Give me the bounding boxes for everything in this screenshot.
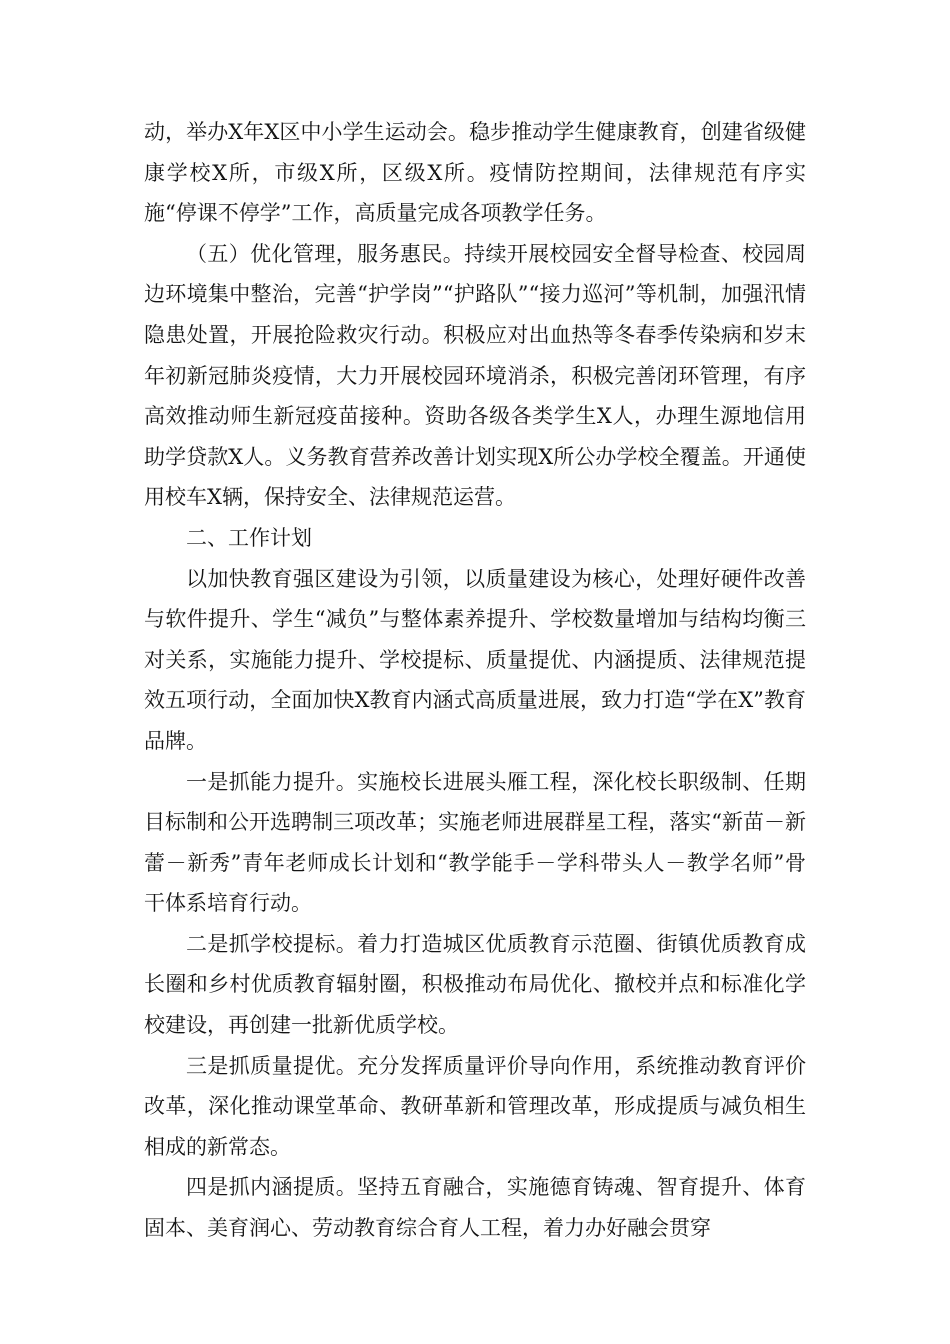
- document-body: [144, 112, 806, 1249]
- paragraph-continuation: 动，举办X年X区中小学生运动会。稳步推动学生健康教育，创建省级健康学校X所，市级X所，区级X所。疫情防控期间，法律规范有序实施“停课不停学”工作，高质量完成各项教学任务。: [144, 120, 806, 226]
- paragraph-plan-item-1: 一是抓能力提升。实施校长进展头雁工程，深化校长职级制、任期目标制和公开选聘制三项改革；实施老师进展群星工程，落实“新苗－新蕾－新秀”青年老师成长计划和“教学能手－学科带头人－教学名师”骨干体系培育行动。: [144, 769, 806, 916]
- paragraph-plan-item-4: 四是抓内涵提质。坚持五育融合，实施德育铸魂、智育提升、体育固本、美育润心、劳动教育综合育人工程，着力办好融会贯穿: [144, 1175, 806, 1241]
- paragraph-section-five: （五）优化管理，服务惠民。持续开展校园安全督导检查、校园周边环境集中整治，完善“护学岗”“护路队”“接力巡河”等机制，加强汛情隐患处置，开展抢险救灾行动。积极应对出血热等冬春季传染病和岁末年初新冠肺炎疫情，大力开展校园环境消杀，积极完善闭环管理，有序高效推动师生新冠疫苗接种。资助各级各类学生X人，办理生源地信用助学贷款X人。义务教育营养改善计划实现X所公办学校全覆盖。开通使用校车X辆，保持安全、法律规范运营。: [144, 241, 806, 510]
- section-heading-work-plan: 二、工作计划: [186, 525, 312, 550]
- paragraph-plan-item-3: 三是抓质量提优。充分发挥质量评价导向作用，系统推动教育评价改革，深化推动课堂革命、教研革新和管理改革，形成提质与减负相生相成的新常态。: [144, 1053, 806, 1159]
- paragraph-plan-intro: 以加快教育强区建设为引领，以质量建设为核心，处理好硬件改善与软件提升、学生“减负”与整体素养提升、学校数量增加与结构均衡三对关系，实施能力提升、学校提标、质量提优、内涵提质、法律规范提效五项行动，全面加快X教育内涵式高质量进展，致力打造“学在X”教育品牌。: [144, 566, 806, 753]
- paragraph-plan-item-2: 二是抓学校提标。着力打造城区优质教育示范圈、街镇优质教育成长圈和乡村优质教育辐射圈，积极推动布局优化、撤校并点和标准化学校建设，再创建一批新优质学校。: [144, 931, 806, 1038]
